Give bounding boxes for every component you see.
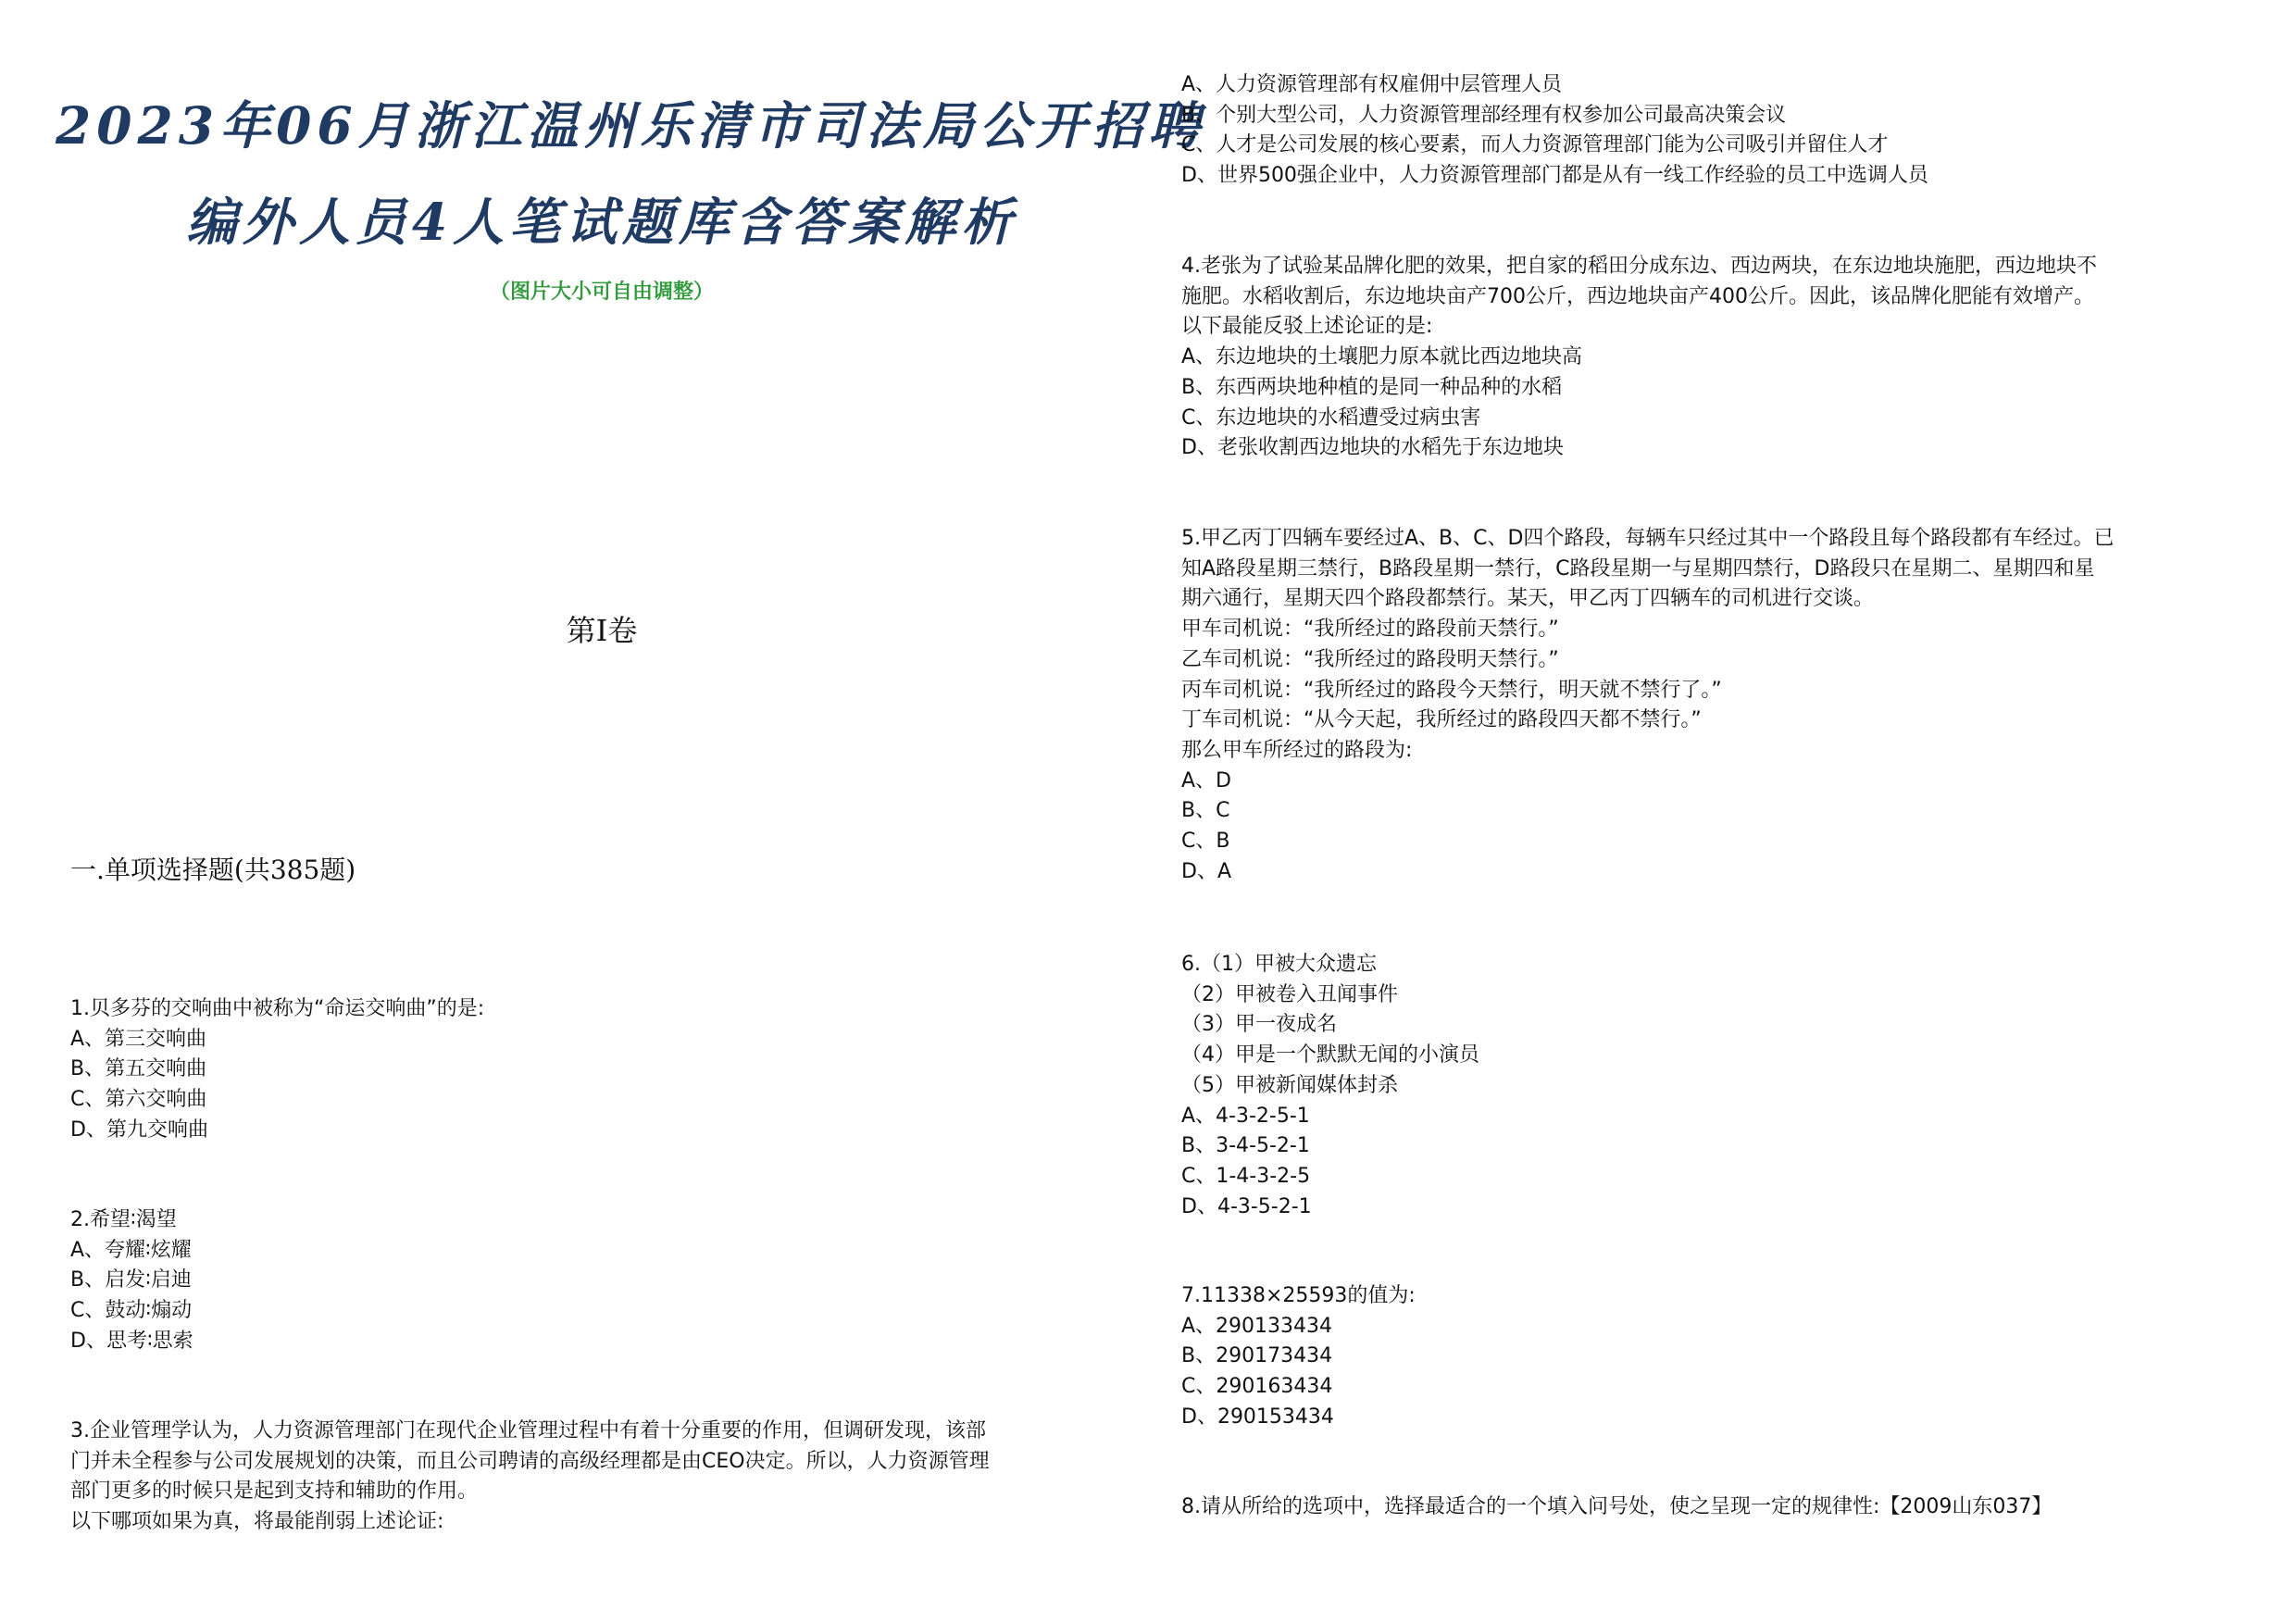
question-5-driver-a: 甲车司机说：“我所经过的路段前天禁行。”: [1181, 618, 1559, 642]
question-1-stem: 1.贝多芬的交响曲中被称为“命运交响曲”的是:: [70, 997, 485, 1020]
question-3-stem-line-2: 门并未全程参与公司发展规划的决策，而且公司聘请的高级经理都是由CEO决定。所以，人力资源管理: [70, 1449, 990, 1473]
question-1: [70, 994, 1144, 1146]
question-5-stem-line-1: 5.甲乙丙丁四辆车要经过A、B、C、D四个路段，每辆车只经过其中一个路段且每个路段都有车经过。已: [1181, 527, 2115, 550]
volume-label: 第Ⅰ卷: [566, 613, 638, 648]
question-7-option-c: C、290163434: [1181, 1375, 1333, 1399]
question-7-option-b: B、290173434: [1181, 1344, 1333, 1368]
question-3-option-b: B、个别大型公司，人力资源管理部经理有权参加公司最高决策会议: [1181, 103, 1787, 127]
question-5: [1181, 524, 2265, 887]
question-2-option-b: B、启发∶启迪: [70, 1268, 192, 1292]
question-2: [70, 1205, 1144, 1357]
question-7-option-d: D、290153434: [1181, 1405, 1334, 1429]
document-title-line-1: 2023年06月浙江温州乐清市司法局公开招聘: [56, 95, 1205, 156]
question-4-stem-line-1: 4.老张为了试验某品牌化肥的效果，把自家的稻田分成东边、西边两块，在东边地块施肥，西边地块不: [1181, 255, 2097, 278]
question-5-stem-line-2: 知A路段星期三禁行，B路段星期一禁行，C路段星期一与星期四禁行，D路段只在星期二、星期四和星: [1181, 556, 2095, 581]
question-4-option-d: D、老张收割西边地块的水稻先于东边地块: [1181, 436, 1564, 460]
question-6-item-5: （5）甲被新闻媒体封杀: [1181, 1073, 1398, 1097]
question-4-option-c: C、东边地块的水稻遭受过病虫害: [1181, 406, 1481, 430]
question-6-item-2: （2）甲被卷入丑闻事件: [1181, 982, 1398, 1006]
question-7-option-a: A、290133434: [1181, 1314, 1333, 1338]
question-5-option-b: B、C: [1181, 799, 1230, 823]
question-4-prompt: 以下最能反驳上述论证的是:: [1181, 315, 1433, 339]
question-6: [1181, 950, 2265, 1222]
document-subtitle: （图片大小可自由调整）: [489, 281, 714, 304]
question-4-option-b: B、东西两块地种植的是同一种品种的水稻: [1181, 375, 1563, 399]
question-3-option-a: A、人力资源管理部有权雇佣中层管理人员: [1181, 73, 1563, 96]
question-6-item-1: 6.（1）甲被大众遗忘: [1181, 953, 1377, 976]
question-8-stem: 8.请从所给的选项中，选择最适合的一个填入问号处，使之呈现一定的规律性:【2009山东037】: [1181, 1495, 2053, 1518]
question-2-option-d: D、思考∶思索: [70, 1329, 193, 1353]
question-3-stem-line-1: 3.企业管理学认为，人力资源管理部门在现代企业管理过程中有着十分重要的作用，但调研发现，该部: [70, 1419, 986, 1442]
question-2-option-a: A、夸耀∶炫耀: [70, 1238, 192, 1262]
question-2-stem: 2.希望∶渴望: [70, 1208, 177, 1231]
question-3-option-d: D、世界500强企业中，人力资源管理部门都是从有一线工作经验的员工中选调人员: [1181, 164, 1928, 188]
question-6-option-c: C、1-4-3-2-5: [1181, 1164, 1311, 1188]
question-8: [1181, 1492, 2265, 1523]
question-5-stem-line-3: 期六通行，星期天四个路段都禁行。某天，甲乙丙丁四辆车的司机进行交谈。: [1181, 587, 1875, 611]
question-3: [70, 1417, 1144, 1538]
question-5-driver-d: 丁车司机说：“从今天起，我所经过的路段四天都不禁行。”: [1181, 708, 1702, 732]
question-5-option-d: D、A: [1181, 859, 1231, 883]
question-5-option-a: A、D: [1181, 768, 1231, 793]
question-2-option-c: C、鼓动∶煽动: [70, 1299, 193, 1323]
question-3-option-c: C、人才是公司发展的核心要素，而人力资源管理部门能为公司吸引并留住人才: [1181, 133, 1889, 157]
question-1-option-a: A、第三交响曲: [70, 1027, 207, 1051]
question-1-option-b: B、第五交响曲: [70, 1057, 207, 1081]
question-6-option-d: D、4-3-5-2-1: [1181, 1194, 1312, 1218]
question-5-prompt: 那么甲车所经过的路段为:: [1181, 738, 1413, 762]
question-4-option-a: A、东边地块的土壤肥力原本就比西边地块高: [1181, 345, 1583, 369]
question-6-item-3: （3）甲一夜成名: [1181, 1013, 1337, 1037]
question-5-driver-b: 乙车司机说：“我所经过的路段明天禁行。”: [1181, 647, 1559, 671]
question-5-driver-c: 丙车司机说：“我所经过的路段今天禁行，明天就不禁行了。”: [1181, 678, 1722, 702]
question-6-option-b: B、3-4-5-2-1: [1181, 1134, 1310, 1158]
question-4-stem-line-2: 施肥。水稻收割后，东边地块亩产700公斤，西边地块亩产400公斤。因此，该品牌化肥能有效增产。: [1181, 284, 2094, 308]
question-3-prompt: 以下哪项如果为真，将最能削弱上述论证:: [70, 1510, 444, 1534]
question-4: [1181, 252, 2265, 464]
question-3-stem-line-3: 部门更多的时候只是起到支持和辅助的作用。: [70, 1479, 479, 1504]
question-1-option-d: D、第九交响曲: [70, 1117, 208, 1142]
question-3-options: [1181, 70, 2265, 192]
question-7: [1181, 1281, 2265, 1433]
question-6-option-a: A、4-3-2-5-1: [1181, 1104, 1310, 1128]
question-5-option-c: C、B: [1181, 830, 1230, 854]
document-title-line-2: 编外人员4人笔试题库含答案解析: [185, 192, 1018, 252]
question-6-item-4: （4）甲是一个默默无闻的小演员: [1181, 1043, 1479, 1067]
section-title: 一.单项选择题(共385题): [70, 855, 356, 885]
question-1-option-c: C、第六交响曲: [70, 1088, 207, 1112]
question-7-stem: 7.11338×25593的值为:: [1181, 1284, 1416, 1307]
